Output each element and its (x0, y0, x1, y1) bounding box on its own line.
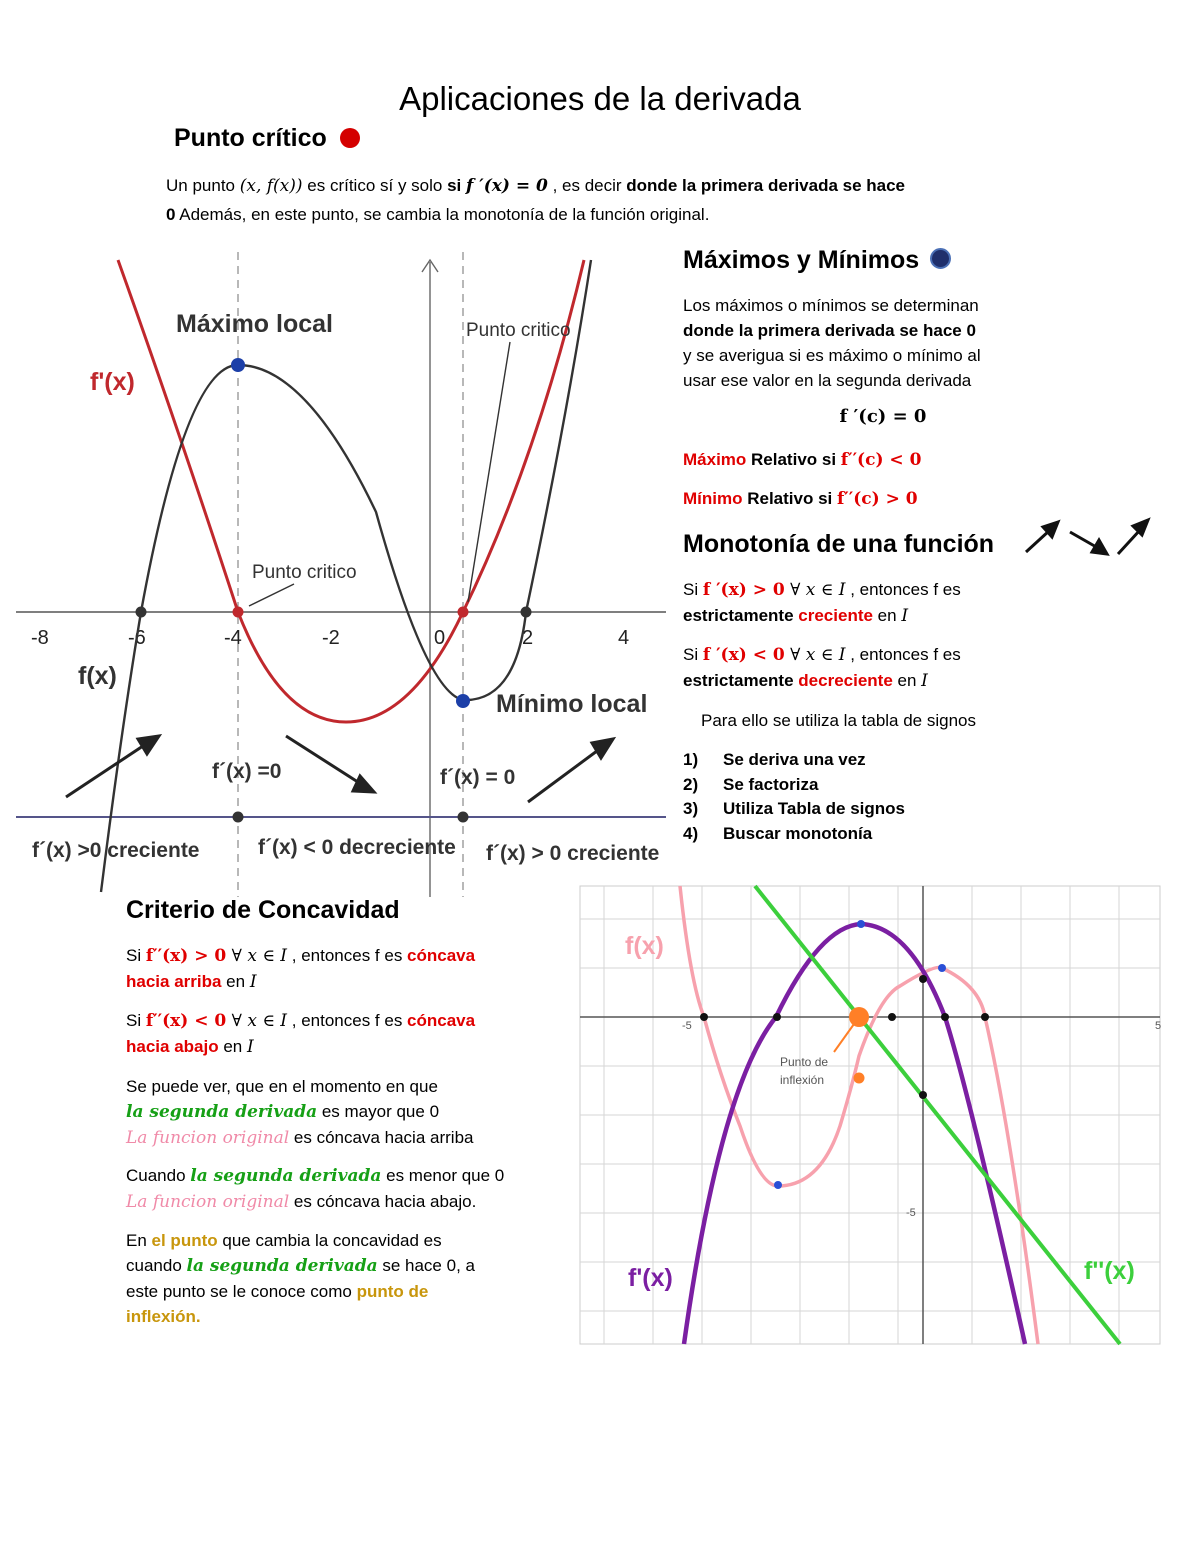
f-label: f(x) (625, 932, 664, 960)
rule-decreasing: decreciente (798, 671, 893, 690)
explanation-rest: se hace 0, a (377, 1256, 475, 1275)
x-tick: 0 (434, 627, 446, 649)
concavity-explanation-1 (126, 1074, 566, 1151)
x-tick: -4 (224, 627, 242, 649)
sign-label-2: f´(x) < 0 decreciente (258, 836, 456, 859)
step-text: Se factoriza (723, 774, 819, 794)
root-point (700, 1013, 708, 1021)
arrow-down (286, 736, 361, 784)
inflection-text: punto de (356, 1282, 429, 1301)
min-word: Mínimo (683, 489, 743, 508)
rule-condition: f ′(x) < 0 (702, 645, 785, 665)
critical-point: (x, f(x)) (239, 176, 303, 196)
root-point (136, 607, 147, 618)
arrow-head-icon (592, 739, 613, 758)
step-number: 4) (683, 823, 699, 843)
explanation-rest: es cóncava hacia abajo. (289, 1192, 477, 1211)
inflection-label: inflexión (780, 1073, 825, 1087)
maxmin-heading-text: Máximos y Mínimos (683, 246, 920, 274)
monotony-arrows (1022, 516, 1152, 560)
original-function-text: La funcion original (126, 1192, 290, 1212)
critical-label-top: Punto critico (466, 320, 571, 341)
pointer-line (249, 584, 294, 606)
arrow-up-icon (1118, 530, 1140, 554)
step-number: 1) (683, 750, 699, 769)
original-function-text: La funcion original (126, 1128, 290, 1148)
explanation-a: este punto se le conoce como (126, 1282, 357, 1301)
point-text: el punto (151, 1231, 218, 1250)
rule-si: Si (126, 946, 146, 965)
min-label: Mínimo local (496, 690, 648, 718)
maxmin-paragraph (683, 293, 1103, 393)
rule-then: , entonces f es (845, 580, 961, 599)
arrow-up-icon (1026, 530, 1050, 552)
concavity-graph (580, 886, 1160, 1344)
fprime-zero-label-1: f´(x) =0 (212, 760, 282, 783)
sign-point (233, 812, 244, 823)
arrow-head-icon (353, 776, 374, 792)
second-derivative-text: la segunda derivada (126, 1102, 318, 1122)
steps-list (683, 748, 905, 846)
vertex-point (857, 920, 865, 928)
explanation-a: Cuando (126, 1166, 191, 1185)
sign-label-1: f´(x) >0 creciente (32, 839, 200, 862)
inflection-point (854, 1073, 865, 1084)
explanation-a: En (126, 1231, 152, 1250)
page-title: Aplicaciones de la derivada (399, 80, 801, 117)
critical-paragraph (166, 173, 1066, 227)
x-tick: 4 (618, 627, 630, 649)
max-rest: Relativo si (746, 450, 841, 469)
root-point (521, 607, 532, 618)
rule-en: en (218, 1037, 247, 1056)
rule-quantifier: ∀ x ∈ I (784, 645, 846, 665)
critical-point-right (458, 607, 469, 618)
explanation-rest: que cambia la concavidad es (217, 1231, 442, 1250)
navy-dot-icon (930, 248, 951, 269)
min-rule (683, 486, 918, 512)
inflection-point-large (849, 1007, 869, 1027)
concavity-heading: Criterio de Concavidad (126, 896, 400, 924)
rule-condition: f ′(x) > 0 (702, 580, 785, 600)
critical-label-mid: Punto critico (252, 562, 357, 583)
step-text: Se deriva una vez (723, 750, 866, 769)
explanation-rest: es mayor que 0 (317, 1102, 440, 1121)
monotony-rule-2 (683, 642, 1113, 694)
step-text: Utiliza Tabla de signos (723, 799, 905, 818)
critical-heading (174, 124, 360, 153)
step-item (683, 773, 905, 798)
critical-text-a: Un punto (166, 176, 240, 195)
rule-then: , entonces f es (287, 1011, 408, 1030)
rule-up: hacia arriba (126, 972, 222, 991)
critical-points-graph (16, 252, 666, 897)
rule-increasing: creciente (798, 606, 873, 625)
pointer-line (468, 342, 510, 602)
concavity-explanation-2 (126, 1163, 566, 1215)
root-point (941, 1013, 949, 1021)
fprime-label: f'(x) (628, 1264, 673, 1292)
sign-label-3: f´(x) > 0 creciente (486, 842, 660, 865)
local-max-point (938, 964, 946, 972)
root-point (981, 1013, 989, 1021)
step-number: 3) (683, 799, 699, 818)
critical-zero: 0 (166, 205, 176, 224)
rule-si: Si (683, 645, 703, 664)
step-item (683, 797, 905, 822)
x-tick: -2 (322, 627, 340, 649)
arrow-up-left (66, 744, 146, 797)
arrow-down-icon (1070, 532, 1098, 548)
rule-strict: estrictamente (683, 671, 799, 690)
root-point (773, 1013, 781, 1021)
monotonia-heading: Monotonía de una función (683, 530, 995, 558)
rule-then: , entonces f es (287, 946, 408, 965)
explanation-rest: es cóncava hacia arriba (289, 1128, 474, 1147)
root-point (888, 1013, 896, 1021)
maxmin-line-bold: donde la primera derivada se hace 0 (683, 321, 976, 340)
maxmin-line: y se averigua si es máximo o mínimo al (683, 346, 981, 365)
rule-interval: I (249, 972, 257, 992)
step-item (683, 822, 905, 847)
tick-label: 5 (1155, 1020, 1162, 1032)
max-condition: f′′(c) < 0 (840, 450, 922, 470)
max-word: Máximo (683, 450, 747, 469)
max-label: Máximo local (176, 310, 333, 338)
explanation-rest: es menor que 0 (381, 1166, 505, 1185)
second-derivative-text: la segunda derivada (190, 1166, 382, 1186)
rule-en: en (221, 972, 250, 991)
x-tick: -6 (128, 627, 146, 649)
rule-quantifier: ∀ x ∈ I (226, 1011, 288, 1031)
step-item (683, 748, 905, 773)
second-derivative-text: la segunda derivada (186, 1256, 378, 1276)
rule-interval: I (921, 671, 928, 691)
arrow-head-icon (1092, 540, 1107, 554)
rule-then: , entonces f es (845, 645, 961, 664)
inflection-text: inflexión. (126, 1307, 201, 1326)
critical-si: si (447, 176, 466, 195)
min-point (456, 694, 470, 708)
rule-condition: f′′(x) < 0 (145, 1011, 227, 1031)
min-condition: f′′(c) > 0 (836, 489, 918, 509)
rule-si: Si (683, 580, 703, 599)
rule-down: hacia abajo (126, 1037, 219, 1056)
maxmin-line: Los máximos o mínimos se determinan (683, 296, 979, 315)
monotony-rule-1 (683, 577, 1113, 629)
step-number: 2) (683, 774, 699, 794)
max-rule (683, 447, 921, 473)
sign-point (458, 812, 469, 823)
x-tick: -8 (31, 627, 49, 649)
rule-interval: I (246, 1037, 254, 1057)
fsecond-label: f''(x) (1084, 1257, 1135, 1285)
tick-label: -5 (906, 1207, 916, 1219)
rule-condition: f′′(x) > 0 (145, 946, 227, 966)
rule-interval: I (901, 606, 909, 626)
rule-quantifier: ∀ x ∈ I (226, 946, 288, 966)
tick-label: -5 (682, 1020, 692, 1032)
rule-concave: cóncava (407, 946, 476, 965)
rule-strict: estrictamente (683, 606, 799, 625)
critical-rest: Además, en este punto, se cambia la monotonía de la función original. (175, 205, 710, 224)
critical-equation: f ′(x) = 0 (466, 176, 548, 196)
critical-heading-text: Punto crítico (174, 124, 327, 152)
arrow-head-icon (1133, 520, 1148, 535)
step-text: Buscar monotonía (723, 823, 873, 843)
maxmin-heading (683, 246, 951, 275)
fprime-zero-label-2: f´(x) = 0 (440, 766, 516, 789)
x-tick: 2 (522, 627, 534, 649)
red-dot-icon (340, 128, 360, 148)
intercept-point (919, 1091, 927, 1099)
explanation-a: cuando (126, 1256, 187, 1275)
concavity-explanation-3 (126, 1228, 566, 1329)
arrow-head-icon (138, 736, 159, 754)
rule-si: Si (126, 1011, 146, 1030)
min-rest: Relativo si (742, 489, 837, 508)
inflection-label: Punto de (780, 1055, 829, 1069)
rule-en: en (892, 671, 922, 690)
concavity-rule-1 (126, 943, 566, 995)
rule-concave: cóncava (407, 1011, 476, 1030)
rule-en: en (872, 606, 902, 625)
maxmin-formula: f ′(c) = 0 (839, 406, 927, 427)
critical-bold: donde la primera derivada se hace (626, 176, 906, 195)
critical-text-b: es crítico sí y solo (302, 176, 448, 195)
critical-point-left (233, 607, 244, 618)
arrow-up-right (528, 748, 601, 802)
max-point (231, 358, 245, 372)
explanation-line: Se puede ver, que en el momento en que (126, 1077, 438, 1096)
local-min-point (774, 1181, 782, 1189)
table-intro: Para ello se utiliza la tabla de signos (701, 711, 976, 730)
intercept-point (919, 975, 927, 983)
rule-quantifier: ∀ x ∈ I (784, 580, 846, 600)
f-label: f(x) (78, 662, 117, 690)
critical-text-c: , es decir (547, 176, 627, 195)
fprime-label: f'(x) (90, 368, 135, 396)
concavity-rule-2 (126, 1008, 566, 1060)
maxmin-line: usar ese valor en la segunda derivada (683, 371, 972, 390)
